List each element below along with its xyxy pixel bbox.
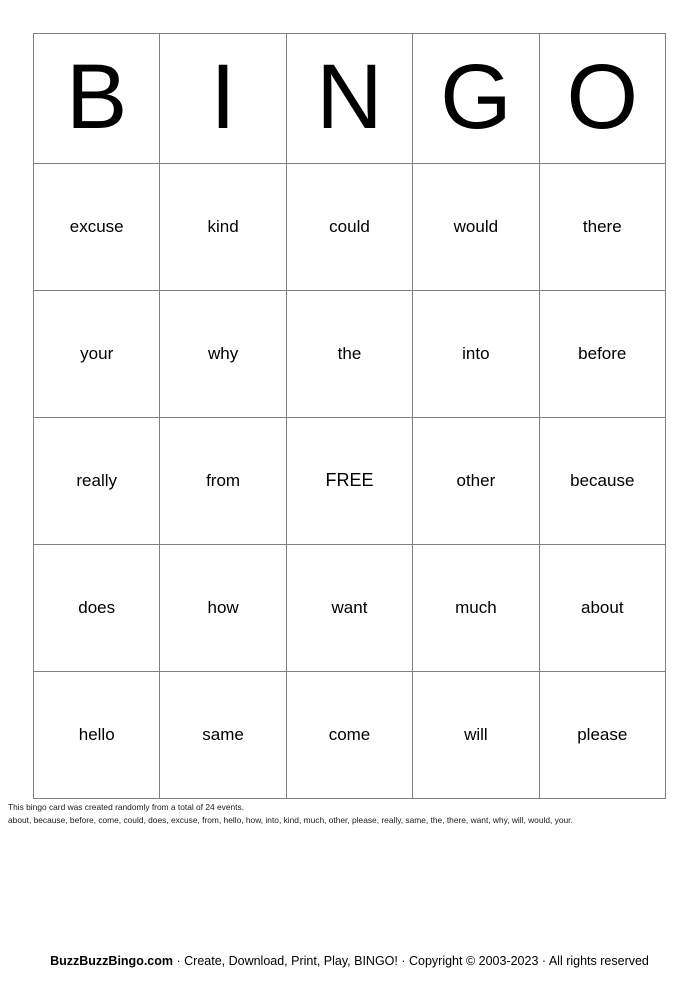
bingo-cell-label: why xyxy=(207,343,239,363)
bingo-cell[interactable] xyxy=(286,291,412,418)
bingo-header-letter: N xyxy=(316,45,383,148)
bingo-cell[interactable] xyxy=(539,164,665,291)
footer-separator: · xyxy=(173,954,185,968)
bingo-cell[interactable] xyxy=(539,672,665,799)
bingo-cell[interactable] xyxy=(539,545,665,672)
bingo-cell-label: could xyxy=(329,216,370,236)
bingo-cell-label: about xyxy=(581,597,624,617)
card-source-note xyxy=(8,801,692,827)
bingo-cell-label: kind xyxy=(207,216,239,236)
bingo-header-cell-g xyxy=(413,34,539,164)
bingo-cell-label: from xyxy=(206,470,241,490)
footer-separator: · xyxy=(538,954,549,968)
bingo-cell[interactable] xyxy=(539,418,665,545)
bingo-cell-label: into xyxy=(462,343,490,363)
bingo-cell-label: the xyxy=(337,343,362,363)
bingo-cell[interactable] xyxy=(34,672,160,799)
bingo-cell[interactable] xyxy=(413,545,539,672)
bingo-header-letter: O xyxy=(566,45,639,148)
bingo-header-cell-i xyxy=(160,34,286,164)
bingo-cell-label: because xyxy=(570,470,635,490)
bingo-cell-label: excuse xyxy=(69,216,124,236)
footer-tagline: Create, Download, Print, Play, BINGO! xyxy=(184,954,398,968)
bingo-cell-label: will xyxy=(464,724,488,744)
bingo-header-cell-b xyxy=(34,34,160,164)
bingo-header-cell-n xyxy=(286,34,412,164)
footer-brand: BuzzBuzzBingo.com xyxy=(50,954,174,968)
bingo-row xyxy=(34,545,666,672)
bingo-cell-label: please xyxy=(577,724,628,744)
bingo-cell[interactable] xyxy=(34,545,160,672)
bingo-cell-label: come xyxy=(328,724,371,744)
bingo-cell-label: your xyxy=(80,343,114,363)
bingo-cell-label: same xyxy=(202,724,244,744)
bingo-cell[interactable] xyxy=(160,164,286,291)
bingo-cell[interactable] xyxy=(160,672,286,799)
card-source-note-line1: This bingo card was created randomly from a total of 24 events. xyxy=(8,802,245,812)
bingo-cell[interactable] xyxy=(286,545,412,672)
bingo-cell[interactable] xyxy=(413,164,539,291)
bingo-cell-label: does xyxy=(78,597,116,617)
bingo-cell[interactable] xyxy=(539,291,665,418)
card-source-note-line2: about, because, before, come, could, does, excuse, from, hello, how, into, kind, much, other, please, really, same, the, there, want, why, will, would, your. xyxy=(8,815,573,826)
bingo-cell[interactable] xyxy=(34,164,160,291)
bingo-cell[interactable] xyxy=(413,418,539,545)
footer-separator: · xyxy=(397,954,409,968)
page-footer xyxy=(0,953,699,971)
bingo-header-letter: G xyxy=(440,45,512,148)
bingo-cell-label: FREE xyxy=(325,470,374,491)
footer-copyright: Copyright © 2003-2023 xyxy=(408,954,539,968)
bingo-cell-label: would xyxy=(453,216,499,236)
bingo-cell-label: other xyxy=(456,470,496,490)
bingo-cell[interactable] xyxy=(160,418,286,545)
bingo-cell[interactable] xyxy=(413,672,539,799)
bingo-cell-label: much xyxy=(455,597,497,617)
bingo-cell[interactable] xyxy=(34,291,160,418)
bingo-cell-free-space[interactable] xyxy=(286,418,412,545)
bingo-row xyxy=(34,672,666,799)
bingo-cell-label: really xyxy=(76,470,117,490)
bingo-header-row xyxy=(34,34,666,164)
bingo-grid xyxy=(33,33,666,799)
bingo-row xyxy=(34,418,666,545)
bingo-cell[interactable] xyxy=(160,545,286,672)
bingo-cell-label: want xyxy=(331,597,368,617)
bingo-header-cell-o xyxy=(539,34,665,164)
bingo-header-letter: B xyxy=(66,45,128,148)
bingo-cell-label: before xyxy=(578,343,627,363)
bingo-cell[interactable] xyxy=(286,672,412,799)
bingo-row xyxy=(34,164,666,291)
bingo-header-letter: I xyxy=(210,45,236,148)
bingo-card xyxy=(33,33,666,795)
bingo-cell-label: how xyxy=(207,597,239,617)
bingo-cell[interactable] xyxy=(413,291,539,418)
bingo-cell-label: there xyxy=(582,216,622,236)
bingo-cell[interactable] xyxy=(34,418,160,545)
bingo-cell[interactable] xyxy=(286,164,412,291)
footer-rights: All rights reserved xyxy=(548,954,649,968)
bingo-cell[interactable] xyxy=(160,291,286,418)
bingo-row xyxy=(34,291,666,418)
bingo-cell-label: hello xyxy=(78,724,115,744)
